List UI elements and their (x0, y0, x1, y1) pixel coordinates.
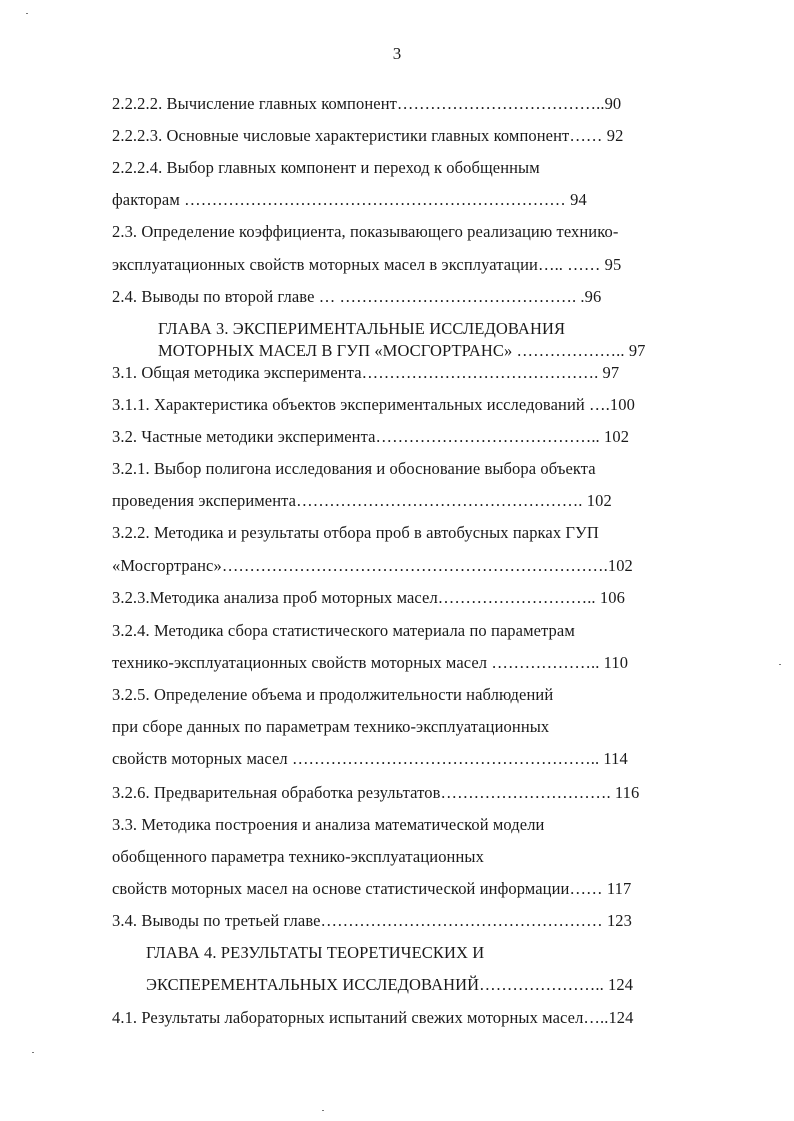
toc-entry-3-3-cont-2: свойств моторных масел на основе статистической информации…… 117 (112, 879, 632, 898)
toc-entry-2-2-2-4: 2.2.2.4. Выбор главных компонент и переход к обобщенным (112, 158, 540, 177)
toc-entry-2-4: 2.4. Выводы по второй главе … ……………………………………. .96 (112, 287, 602, 306)
toc-entry-3-2-4: 3.2.4. Методика сбора статистического материала по параметрам (112, 621, 575, 640)
toc-entry-3-2-2-cont: «Мосгортранс»…………………………………………………………….102 (112, 556, 633, 575)
scan-speck (779, 664, 781, 665)
toc-entry-3-2-5: 3.2.5. Определение объема и продолжительности наблюдений (112, 685, 554, 704)
page-number: 3 (392, 44, 402, 63)
toc-entry-3-2-3: 3.2.3.Методика анализа проб моторных масел……………………….. 106 (112, 588, 625, 607)
toc-entry-4-1: 4.1. Результаты лабораторных испытаний свежих моторных масел…..124 (112, 1008, 634, 1027)
toc-entry-3-3-cont-1: обобщенного параметра технико-эксплуатационных (112, 847, 484, 866)
chapter-4-heading-cont: ЭКСПЕРЕМЕНТАЛЬНЫХ ИССЛЕДОВАНИЙ………………….. 124 (146, 975, 634, 994)
toc-entry-3-4: 3.4. Выводы по третьей главе…………………………………………… 123 (112, 911, 633, 930)
toc-entry-2-2-2-4-cont: факторам …………………………………………………………… 94 (112, 190, 587, 209)
scan-speck (322, 1110, 324, 1111)
toc-entry-3-3: 3.3. Методика построения и анализа математической модели (112, 815, 545, 834)
toc-entry-3-2-4-cont: технико-эксплуатационных свойств моторных масел ……………….. 110 (112, 653, 629, 672)
scan-speck (32, 1052, 34, 1053)
chapter-3-heading: ГЛАВА 3. ЭКСПЕРИМЕНТАЛЬНЫЕ ИССЛЕДОВАНИЯ (158, 319, 566, 338)
chapter-3-heading-cont: МОТОРНЫХ МАСЕЛ В ГУП «МОСГОРТРАНС» ……………….. 97 (158, 341, 646, 360)
toc-entry-3-1: 3.1. Общая методика эксперимента……………………………………. 97 (112, 363, 620, 382)
toc-entry-3-2-5-cont-2: свойств моторных масел ……………………………………………….. 114 (112, 749, 628, 768)
toc-entry-3-2-6: 3.2.6. Предварительная обработка результатов…………………………. 116 (112, 783, 640, 802)
scan-speck (26, 13, 28, 14)
toc-entry-2-2-2-2: 2.2.2.2. Вычисление главных компонент………………………………..90 (112, 94, 622, 113)
toc-entry-3-2: 3.2. Частные методики эксперимента………………………………….. 102 (112, 427, 630, 446)
toc-entry-3-2-1: 3.2.1. Выбор полигона исследования и обоснование выбора объекта (112, 459, 596, 478)
toc-entry-2-3: 2.3. Определение коэффициента, показывающего реализацию технико- (112, 222, 619, 241)
toc-entry-2-3-cont: эксплуатационных свойств моторных масел в эксплуатации….. …… 95 (112, 255, 622, 274)
toc-entry-3-2-5-cont-1: при сборе данных по параметрам технико-эксплуатационных (112, 717, 550, 736)
toc-entry-3-2-2: 3.2.2. Методика и результаты отбора проб в автобусных парках ГУП (112, 523, 599, 542)
toc-entry-3-1-1: 3.1.1. Характеристика объектов экспериментальных исследований ….100 (112, 395, 635, 414)
toc-entry-3-2-1-cont: проведения эксперимента……………………………………………. 102 (112, 491, 612, 510)
chapter-4-heading: ГЛАВА 4. РЕЗУЛЬТАТЫ ТЕОРЕТИЧЕСКИХ И (146, 943, 485, 962)
toc-entry-2-2-2-3: 2.2.2.3. Основные числовые характеристики главных компонент…… 92 (112, 126, 624, 145)
